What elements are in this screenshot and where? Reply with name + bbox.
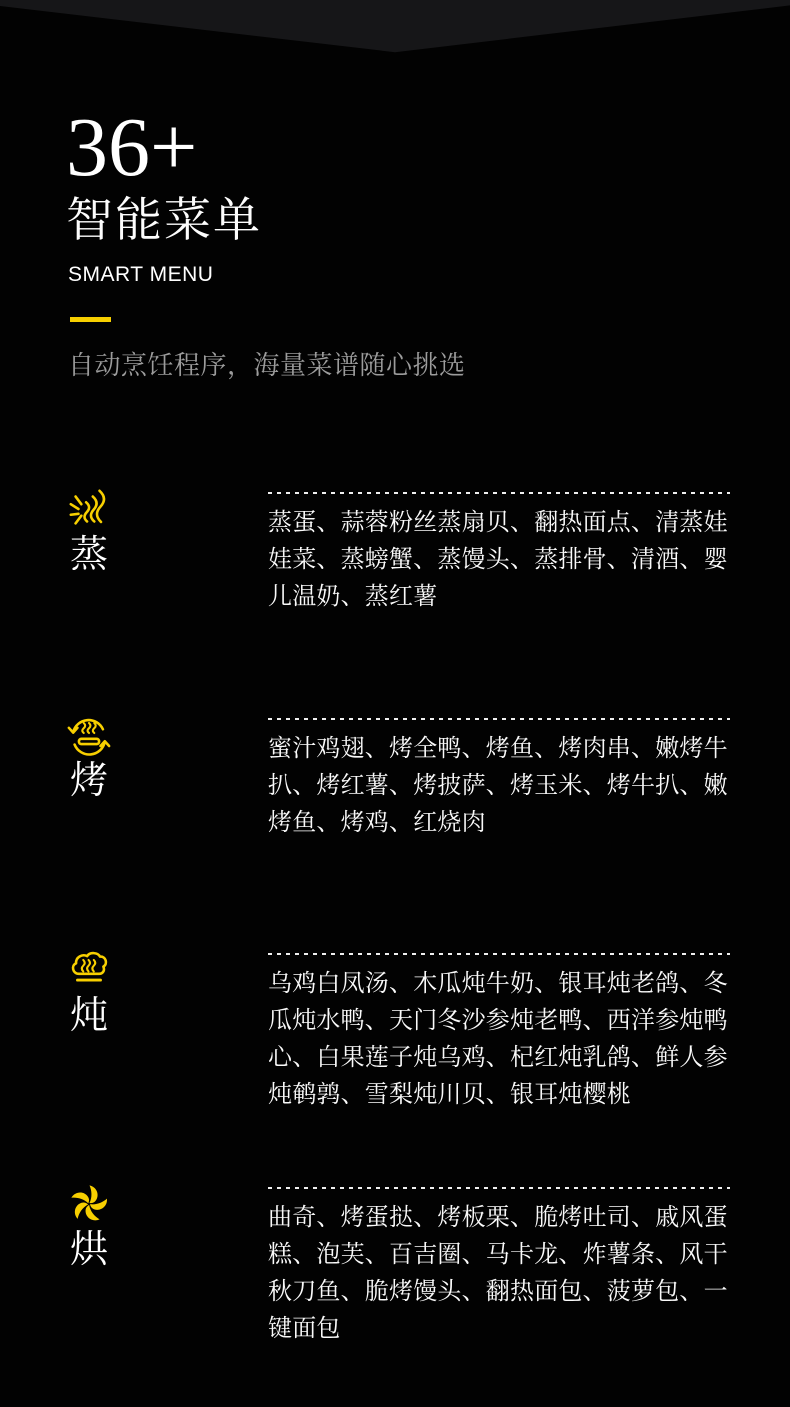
section-label: 烤: [69, 760, 108, 802]
dotted-divider: [268, 718, 730, 720]
steam-icon: [66, 486, 112, 532]
stew-icon: [66, 947, 112, 993]
dish-list: 曲奇、烤蛋挞、烤板栗、脆烤吐司、戚风蛋糕、泡芙、百吉圈、马卡龙、炸薯条、风干秋刀鱼、脆烤馒头、翻热面包、菠萝包、一键面包: [268, 1204, 728, 1342]
dotted-divider: [268, 492, 730, 494]
dish-list: 蒸蛋、蒜蓉粉丝蒸扇贝、翻热面点、清蒸娃娃菜、蒸螃蟹、蒸馒头、蒸排骨、清酒、婴儿温奶、蒸红薯: [268, 509, 728, 610]
section-label: 炖: [69, 995, 108, 1037]
dotted-divider: [268, 1187, 730, 1189]
dish-list: 乌鸡白凤汤、木瓜炖牛奶、银耳炖老鸽、冬瓜炖水鸭、天门冬沙参炖老鸭、西洋参炖鸭心、白果莲子炖乌鸡、杞红炖乳鸽、鲜人参炖鹌鹑、雪梨炖川贝、银耳炖樱桃: [268, 970, 728, 1108]
page-title: 智能菜单: [66, 193, 262, 246]
page-subtitle: SMART MENU: [68, 263, 214, 286]
accent-underline: [70, 317, 111, 322]
header-chevron: [0, 0, 790, 60]
page-description: 自动烹饪程序，海量菜谱随心挑选: [68, 350, 466, 380]
dotted-divider: [268, 953, 730, 955]
menu-count: 36+: [66, 101, 198, 194]
bake-icon: [66, 1181, 112, 1227]
dish-list: 蜜汁鸡翅、烤全鸭、烤鱼、烤肉串、嫩烤牛扒、烤红薯、烤披萨、烤玉米、烤牛扒、嫩烤鱼、烤鸡、红烧肉: [268, 735, 728, 836]
section-label: 烘: [69, 1229, 108, 1271]
grill-icon: [66, 712, 112, 758]
section-label: 蒸: [69, 534, 108, 576]
